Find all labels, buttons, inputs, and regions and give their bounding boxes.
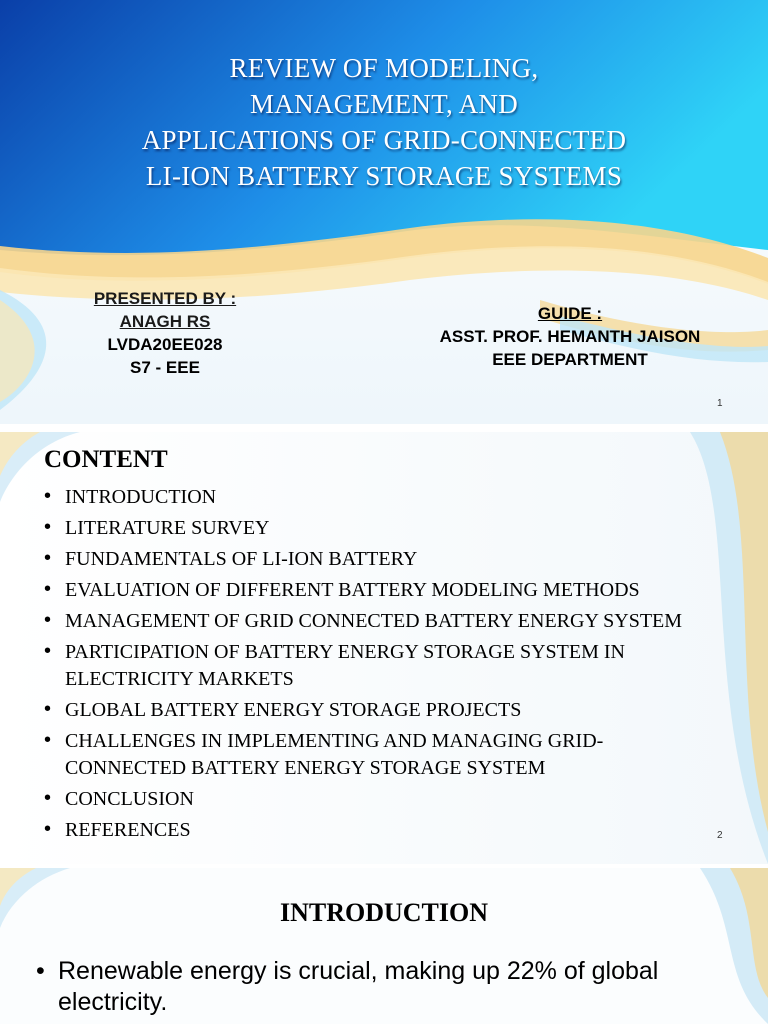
slide-number: 2 [717, 830, 723, 841]
list-item: • INTRODUCTION [44, 484, 724, 511]
list-item: • Renewable energy is crucial, making up 22% of global electricity. [36, 956, 736, 1018]
title-line: APPLICATIONS OF GRID-CONNECTED [141, 125, 627, 155]
introduction-list [36, 956, 736, 1018]
title-line: MANAGEMENT, AND [250, 89, 518, 119]
guide-department: EEE DEPARTMENT [492, 350, 648, 369]
list-item: • LITERATURE SURVEY [44, 515, 724, 542]
introduction-heading: INTRODUCTION [279, 898, 489, 927]
list-item: • REFERENCES [44, 817, 724, 844]
guide-name: ASST. PROF. HEMANTH JAISON [439, 327, 701, 346]
title-line: LI-ION BATTERY STORAGE SYSTEMS [145, 161, 623, 191]
list-item: • GLOBAL BATTERY ENERGY STORAGE PROJECTS [44, 697, 724, 724]
guide-header: GUIDE : [537, 304, 603, 323]
guide-block [400, 302, 740, 371]
title-line: REVIEW OF MODELING, [229, 53, 539, 83]
content-heading: CONTENT [44, 446, 168, 473]
list-item: • PARTICIPATION OF BATTERY ENERGY STORAGE SYSTEM IN ELECTRICITY MARKETS [44, 639, 724, 693]
slide-number: 1 [717, 398, 723, 409]
list-item: • CONCLUSION [44, 786, 724, 813]
presentation-title [0, 50, 768, 194]
presenter-id: LVDA20EE028 [107, 335, 223, 354]
presenter-name: ANAGH RS [119, 312, 211, 331]
presenter-header: PRESENTED BY : [93, 289, 237, 308]
content-slide [0, 432, 768, 864]
introduction-slide [0, 868, 768, 1024]
title-slide [0, 0, 768, 424]
list-item: • EVALUATION OF DIFFERENT BATTERY MODELING METHODS [44, 577, 724, 604]
content-list [44, 484, 724, 848]
list-item: • CHALLENGES IN IMPLEMENTING AND MANAGING GRID-CONNECTED BATTERY ENERGY STORAGE SYSTEM [44, 728, 724, 782]
list-item: • FUNDAMENTALS OF LI-ION BATTERY [44, 546, 724, 573]
list-item: • MANAGEMENT OF GRID CONNECTED BATTERY ENERGY SYSTEM [44, 608, 724, 635]
presenter-block [40, 287, 290, 379]
presenter-class: S7 - EEE [130, 358, 200, 377]
